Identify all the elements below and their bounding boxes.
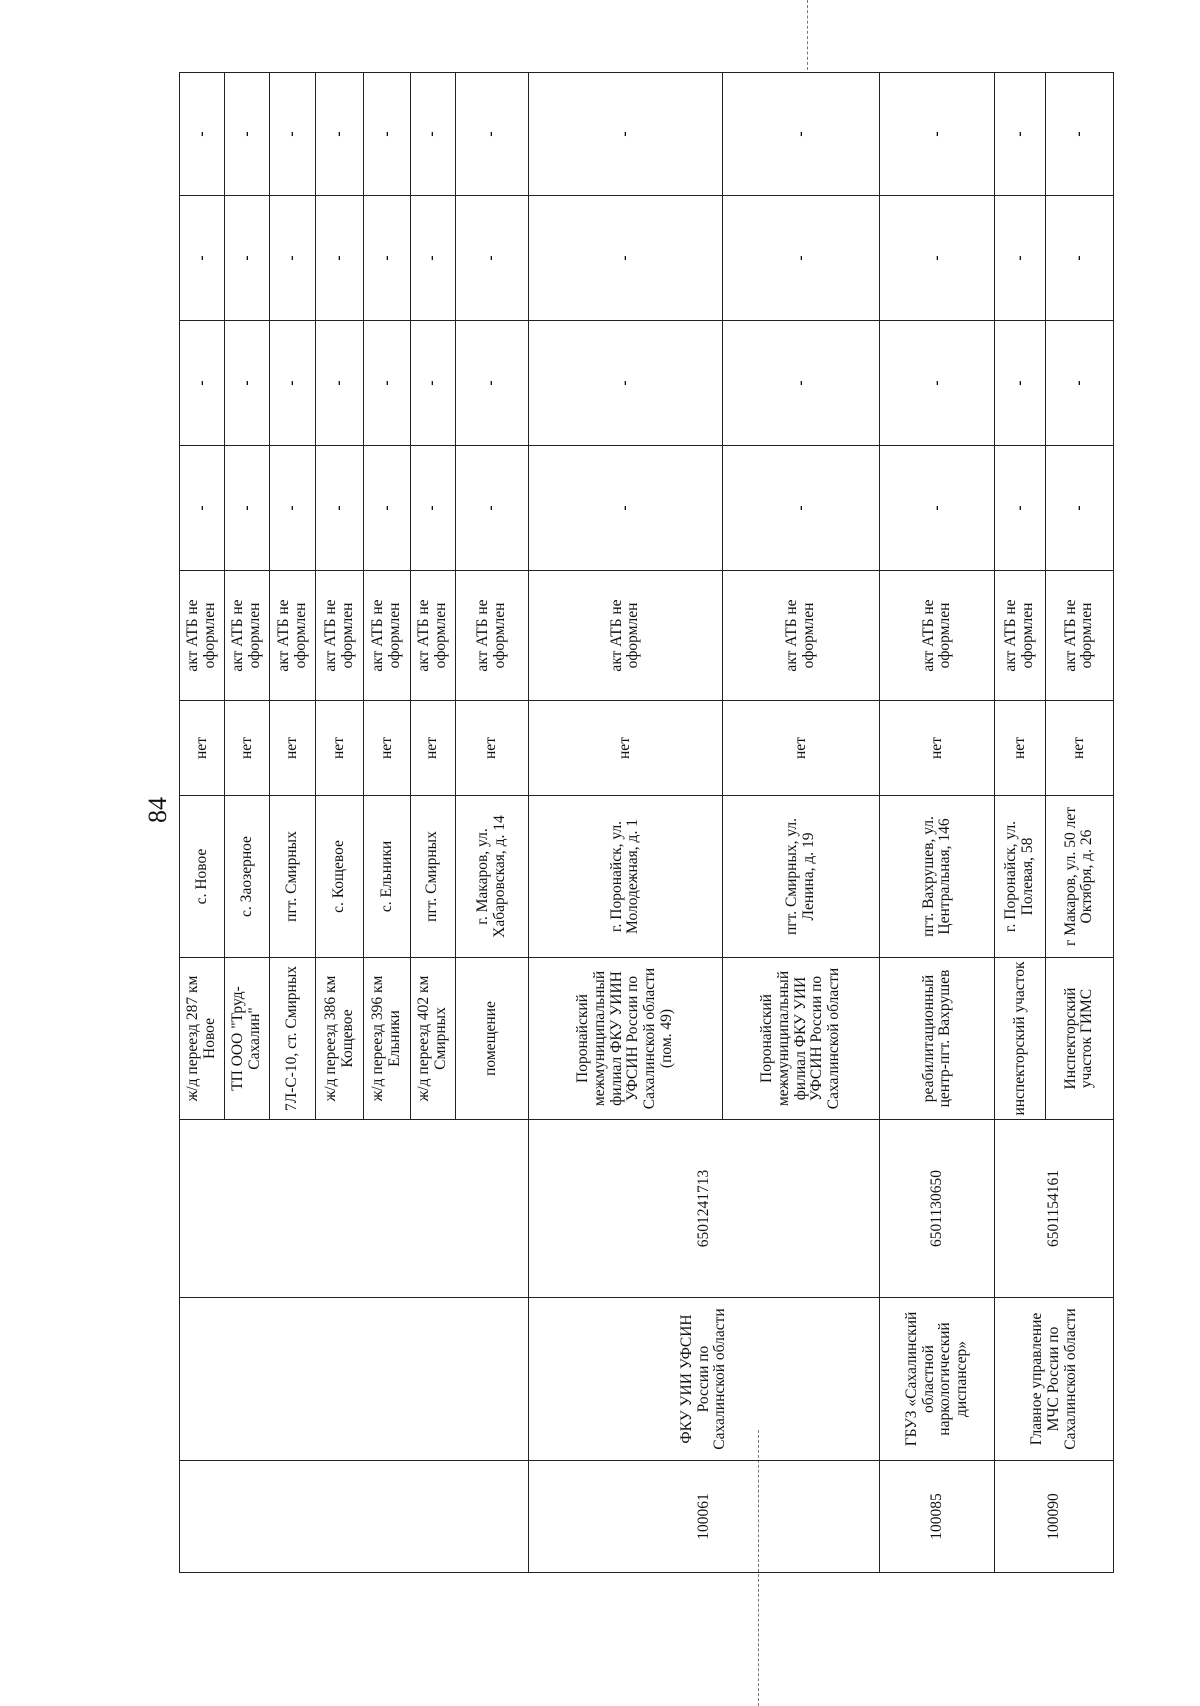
cell-status: нет [180, 701, 225, 796]
cell-value: - [455, 446, 528, 571]
cell-status: нет [410, 701, 455, 796]
cell-value: - [270, 73, 316, 196]
cell-value: - [225, 196, 270, 321]
cell-object: ж/д переезд 396 км Ельники [364, 958, 410, 1120]
cell-value: - [1045, 73, 1113, 196]
cell-value: - [880, 321, 995, 446]
cell-location: с. Новое [180, 796, 225, 958]
cell-value: - [180, 73, 225, 196]
cell-value: - [722, 196, 879, 321]
cell-value: - [455, 196, 528, 321]
cell-value: - [225, 321, 270, 446]
cell-location: г Макаров, ул. 50 лет Октября, д. 26 [1045, 796, 1113, 958]
cell-status: нет [364, 701, 410, 796]
cell-value: - [180, 446, 225, 571]
cell-org: ГБУЗ «Сахалинский областной наркологический диспансер» [880, 1298, 995, 1461]
cell-location: с. Заозерное [225, 796, 270, 958]
cell-act: акт АТБ не оформлен [722, 571, 879, 701]
cell-value: - [270, 321, 316, 446]
cell-value: - [316, 321, 364, 446]
cell-value: - [270, 196, 316, 321]
cell-object: Поронайский межмуниципальный филиал ФКУ УИИН УФСИН России по Сахалинской области (пом. 49) [529, 958, 723, 1120]
cell-location: г. Поронайск, ул. Полевая, 58 [995, 796, 1045, 958]
cell-value: - [270, 446, 316, 571]
cell-value: - [995, 446, 1045, 571]
cell-status: нет [529, 701, 723, 796]
cell-value: - [410, 446, 455, 571]
cell-act: акт АТБ не оформлен [316, 571, 364, 701]
cell-act: акт АТБ не оформлен [225, 571, 270, 701]
cell-location: г. Макаров, ул. Хабаровская, д. 14 [455, 796, 528, 958]
cell-value: - [1045, 321, 1113, 446]
cell-value: - [455, 73, 528, 196]
cell-value: - [1045, 446, 1113, 571]
cell-value: - [316, 446, 364, 571]
cell-inn: 6501154161 [995, 1120, 1114, 1298]
cell-act: акт АТБ не оформлен [995, 571, 1045, 701]
cell-act: акт АТБ не оформлен [180, 571, 225, 701]
cell-value: - [410, 321, 455, 446]
cell-value: - [364, 446, 410, 571]
cell-location: пгт. Вахрушев, ул. Центральная, 146 [880, 796, 995, 958]
cell-object: ж/д переезд 402 км Смирных [410, 958, 455, 1120]
cell-value: - [722, 73, 879, 196]
cell-value: - [722, 321, 879, 446]
cell-act: акт АТБ не оформлен [270, 571, 316, 701]
cell-value: - [880, 446, 995, 571]
cell-inn: 6501130650 [880, 1120, 995, 1298]
cell-status: нет [225, 701, 270, 796]
cell-value: - [225, 73, 270, 196]
cell-status: нет [455, 701, 528, 796]
cell-id: 100090 [995, 1461, 1114, 1573]
cell-object: ТП ООО "Труд-Сахалин" [225, 958, 270, 1120]
page-number: 84 [143, 797, 172, 823]
cell-value: - [410, 73, 455, 196]
cell-value: - [722, 446, 879, 571]
cell-inn [180, 1120, 529, 1298]
cell-act: акт АТБ не оформлен [529, 571, 723, 701]
cell-inn: 6501241713 [529, 1120, 880, 1298]
cell-location: с. Кощевое [316, 796, 364, 958]
cell-object: Поронайский межмуниципальный филиал ФКУ УИИ УФСИН России по Сахалинской области [722, 958, 879, 1120]
scan-fold-line [807, 0, 808, 70]
cell-value: - [455, 321, 528, 446]
cell-value: - [995, 73, 1045, 196]
cell-location: г. Поронайск, ул. Молодежная, д. 1 [529, 796, 723, 958]
cell-status: нет [880, 701, 995, 796]
cell-id: 100085 [880, 1461, 995, 1573]
cell-act: акт АТБ не оформлен [364, 571, 410, 701]
cell-status: нет [995, 701, 1045, 796]
cell-object: реабилитационный центр-пгт. Вахрушев [880, 958, 995, 1120]
cell-value: - [410, 196, 455, 321]
cell-object: помещение [455, 958, 528, 1120]
cell-value: - [364, 73, 410, 196]
cell-act: акт АТБ не оформлен [880, 571, 995, 701]
cell-value: - [880, 73, 995, 196]
cell-object: ж/д переезд 386 км Кощевое [316, 958, 364, 1120]
cell-value: - [180, 196, 225, 321]
cell-location: с. Ельники [364, 796, 410, 958]
cell-location: пгт. Смирных [270, 796, 316, 958]
table-row [995, 73, 1045, 1573]
rotated-table-wrapper [179, 73, 1114, 1573]
cell-object: инспекторский участок [995, 958, 1045, 1120]
cell-value: - [364, 196, 410, 321]
cell-object: Инспекторский участок ГИМС [1045, 958, 1113, 1120]
cell-value: - [316, 73, 364, 196]
cell-value: - [364, 321, 410, 446]
cell-status: нет [270, 701, 316, 796]
cell-location: пгт. Смирных [410, 796, 455, 958]
cell-location: пгт. Смирных, ул. Ленина, д. 19 [722, 796, 879, 958]
cell-id: 100061 [529, 1461, 880, 1573]
cell-value: - [529, 196, 723, 321]
cell-value: - [529, 446, 723, 571]
cell-value: - [995, 196, 1045, 321]
table-row [529, 73, 723, 1573]
cell-id [180, 1461, 529, 1573]
cell-status: нет [722, 701, 879, 796]
cell-object: 7Л-С-10, ст. Смирных [270, 958, 316, 1120]
cell-act: акт АТБ не оформлен [410, 571, 455, 701]
cell-object: ж/д переезд 287 км Новое [180, 958, 225, 1120]
cell-value: - [880, 196, 995, 321]
cell-act: акт АТБ не оформлен [1045, 571, 1113, 701]
cell-value: - [529, 73, 723, 196]
register-table [179, 72, 1114, 1573]
table-row [880, 73, 995, 1573]
cell-value: - [529, 321, 723, 446]
cell-value: - [225, 446, 270, 571]
cell-status: нет [1045, 701, 1113, 796]
cell-value: - [316, 196, 364, 321]
cell-org: Главное управление МЧС России по Сахалинской области [995, 1298, 1114, 1461]
cell-value: - [1045, 196, 1113, 321]
cell-org [180, 1298, 529, 1461]
cell-act: акт АТБ не оформлен [455, 571, 528, 701]
cell-value: - [180, 321, 225, 446]
cell-org: ФКУ УИИ УФСИН России по Сахалинской области [529, 1298, 880, 1461]
cell-value: - [995, 321, 1045, 446]
cell-status: нет [316, 701, 364, 796]
table-row [180, 73, 225, 1573]
